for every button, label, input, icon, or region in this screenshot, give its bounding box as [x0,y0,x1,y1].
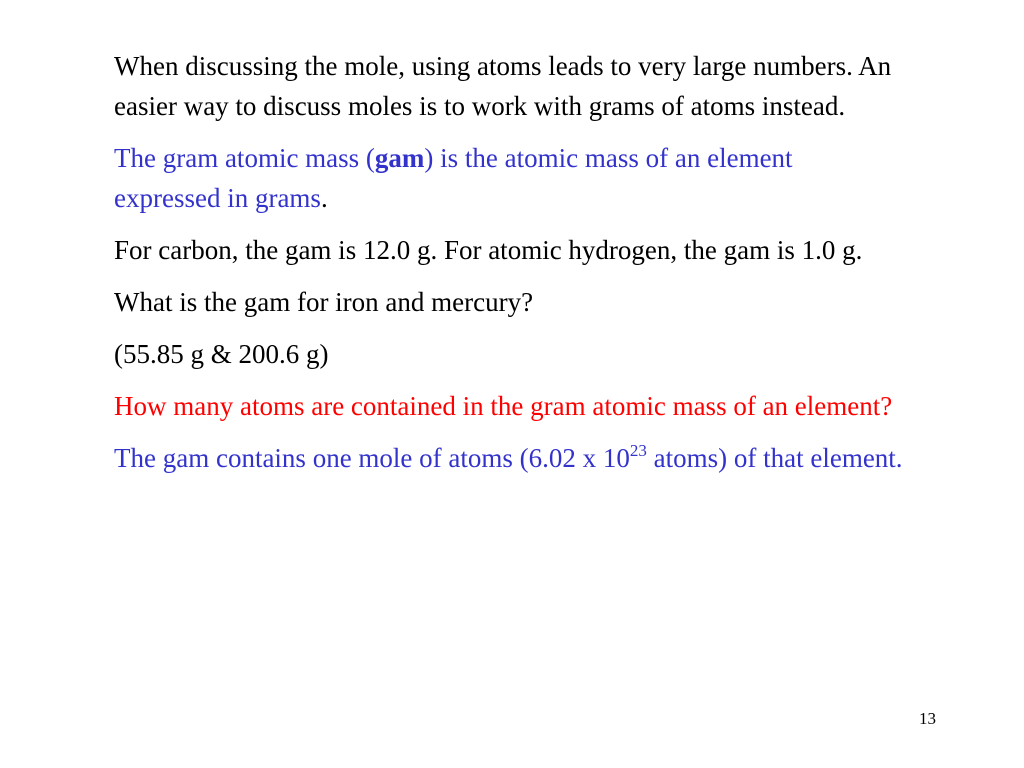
definition-text-start: The gram atomic mass ( [114,143,375,173]
example-paragraph: For carbon, the gam is 12.0 g. For atomic hydrogen, the gam is 1.0 g. [114,235,863,265]
answer2-text-end: atoms) of that element. [646,443,903,473]
definition-text-end: ) is the atomic mass of an element expressed in grams [114,143,793,213]
slide-content [114,46,904,490]
answer2-paragraph [114,438,904,478]
intro-paragraph: When discussing the mole, using atoms leads to very large numbers. An easier way to discuss moles is to work with grams of atoms instead. [114,51,892,121]
question2-paragraph: How many atoms are contained in the gram atomic mass of an element? [114,391,893,421]
answer-paragraph: (55.85 g & 200.6 g) [114,339,329,369]
answer2-text-start: The gam contains one mole of atoms (6.02 x 10 [114,443,630,473]
question-paragraph: What is the gam for iron and mercury? [114,287,534,317]
definition-period: . [320,183,328,213]
definition-term: gam [374,143,425,173]
answer2-exponent: 23 [629,441,647,460]
page-number: 13 [919,709,936,728]
definition-paragraph [114,138,904,218]
